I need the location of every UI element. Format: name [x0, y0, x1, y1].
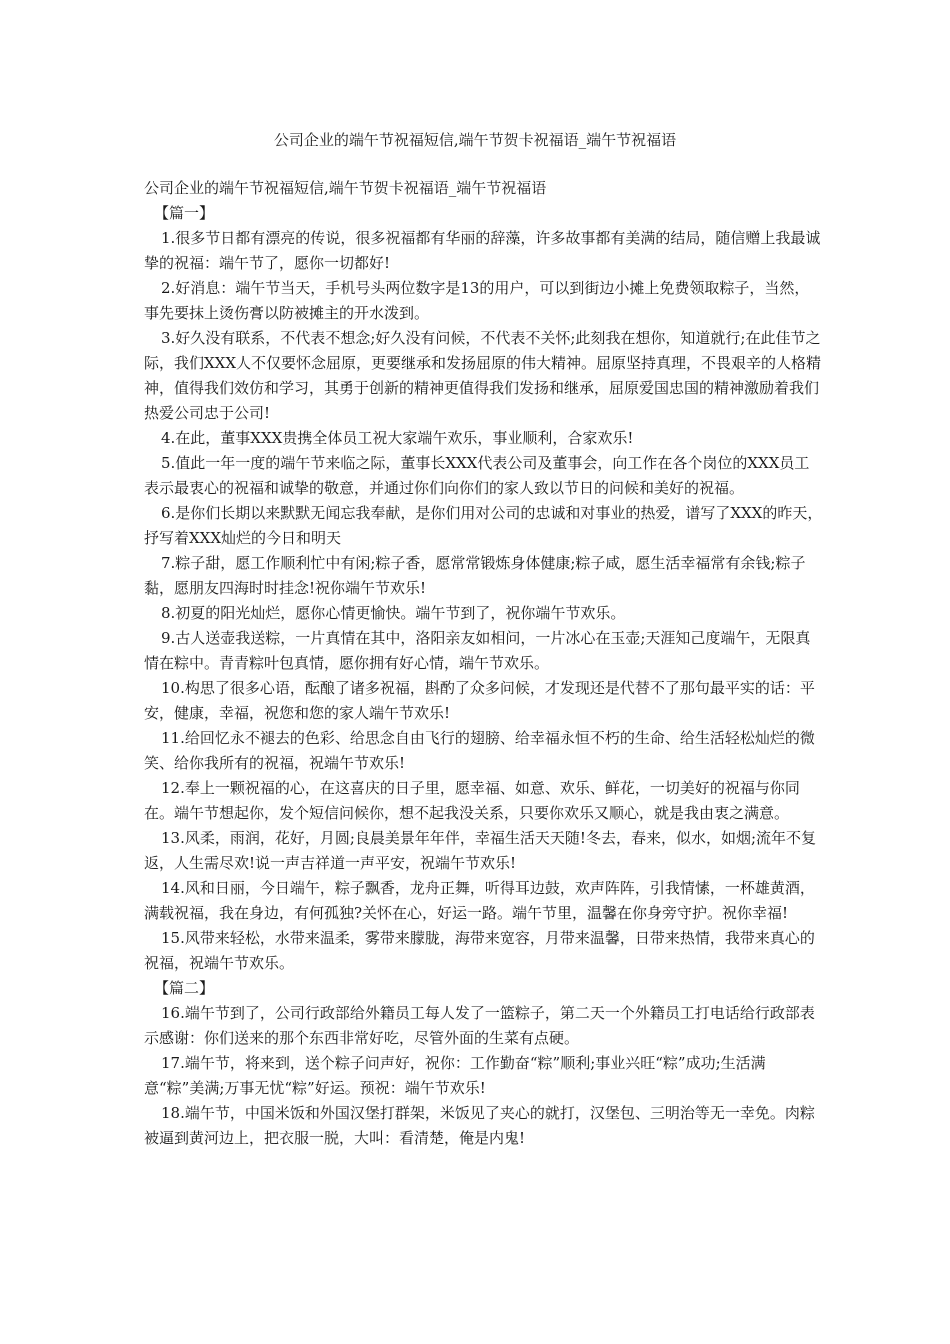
document-title: 公司企业的端午节祝福短信,端午节贺卡祝福语_端午节祝福语 — [273, 131, 677, 149]
list-item: 10.构思了很多心语，酝酿了诸多祝福，斟酌了众多问候，才发现还是代替不了那句最平实的话：平安，健康，幸福，祝您和您的家人端午节欢乐! — [144, 679, 815, 722]
list-item: 9.古人送壶我送粽，一片真情在其中，洛阳亲友如相问，一片冰心在玉壶;天涯知己度端午，无限真情在粽中。青青粽叶包真情，愿你拥有好心情，端午节欢乐。 — [144, 629, 811, 672]
list-item: 17.端午节，将来到，送个粽子问声好，祝你：工作勤奋“粽”顺利;事业兴旺“粽”成功;生活满意“粽”美满;万事无忧“粽”好运。预祝：端午节欢乐! — [144, 1054, 766, 1097]
list-item: 13.风柔，雨润，花好，月圆;良晨美景年年伴，幸福生活天天随!冬去，春来，似水，如烟;流年不复返，人生需尽欢!说一声吉祥道一声平安，祝端午节欢乐! — [144, 829, 816, 872]
list-item: 16.端午节到了，公司行政部给外籍员工每人发了一篮粽子，第二天一个外籍员工打电话给行政部表示感谢：你们送来的那个东西非常好吃，尽管外面的生菜有点硬。 — [144, 1004, 815, 1047]
document-subtitle: 公司企业的端午节祝福短信,端午节贺卡祝福语_端午节祝福语 — [144, 179, 547, 197]
list-item: 12.奉上一颗祝福的心，在这喜庆的日子里，愿幸福、如意、欢乐、鲜花，一切美好的祝福与你同在。端午节想起你，发个短信问候你，想不起我没关系，只要你欢乐又顺心，就是我由衷之满意。 — [144, 779, 800, 822]
list-item: 5.值此一年一度的端午节来临之际，董事长XXX代表公司及董事会，向工作在各个岗位的XXX员工表示最衷心的祝福和诚挚的敬意，并通过你们向你们的家人致以节日的问候和美好的祝福。 — [144, 454, 810, 497]
list-item: 15.风带来轻松，水带来温柔，雾带来朦胧，海带来宽容，月带来温馨，日带来热情，我带来真心的祝福，祝端午节欢乐。 — [144, 929, 815, 972]
list-item: 11.给回忆永不褪去的色彩、给思念自由飞行的翅膀、给幸福永恒不朽的生命、给生活轻松灿烂的微笑、给你我所有的祝福，祝端午节欢乐! — [144, 729, 815, 772]
list-item: 1.很多节日都有漂亮的传说，很多祝福都有华丽的辞藻，许多故事都有美满的结局，随信赠上我最诚挚的祝福：端午节了，愿你一切都好! — [144, 229, 821, 272]
list-item: 4.在此，董事XXX贵携全体员工祝大家端午欢乐，事业顺利，合家欢乐! — [161, 429, 634, 447]
list-item: 2.好消息：端午节当天，手机号头两位数字是13的用户，可以到街边小摊上免费领取粽子，当然，事先要抹上烫伤膏以防被摊主的开水泼到。 — [144, 279, 810, 322]
list-item: 14.风和日丽，今日端午，粽子飘香，龙舟正舞，听得耳边鼓，欢声阵阵，引我情愫，一杯雄黄酒，满载祝福，我在身边，有何孤独?关怀在心，好运一路。端午节里，温馨在你身旁守护。祝你幸福! — [144, 879, 815, 922]
list-item: 6.是你们长期以来默默无闻忘我奉献，是你们用对公司的忠诚和对事业的热爱，谱写了XXX的昨天，抒写着XXX灿烂的今日和明天 — [144, 504, 823, 547]
document-body — [144, 176, 824, 1151]
list-item: 3.好久没有联系，不代表不想念;好久没有问候，不代表不关怀;此刻我在想你，知道就行;在此佳节之际，我们XXX人不仅要怀念屈原，更要继承和发扬屈原的伟大精神。屈原坚持真理，不畏艰辛的人格精神，值得我们效仿和学习，其勇于创新的精神更值得我们发扬和继承，屈原爱国忠国的精神激励着我们热爱公司忠于公司! — [144, 329, 822, 422]
list-item: 8.初夏的阳光灿烂，愿你心情更愉快。端午节到了，祝你端午节欢乐。 — [161, 604, 626, 622]
list-item: 7.粽子甜，愿工作顺利忙中有闲;粽子香，愿常常锻炼身体健康;粽子咸，愿生活幸福常有余钱;粽子黏，愿朋友四海时时挂念!祝你端午节欢乐! — [144, 554, 806, 597]
section-heading-1: 【篇一】 — [154, 204, 215, 222]
section-heading-2: 【篇二】 — [154, 979, 215, 997]
list-item: 18.端午节，中国米饭和外国汉堡打群架，米饭见了夹心的就打，汉堡包、三明治等无一幸免。肉粽被逼到黄河边上，把衣服一脱，大叫：看清楚，俺是内鬼! — [144, 1104, 815, 1147]
